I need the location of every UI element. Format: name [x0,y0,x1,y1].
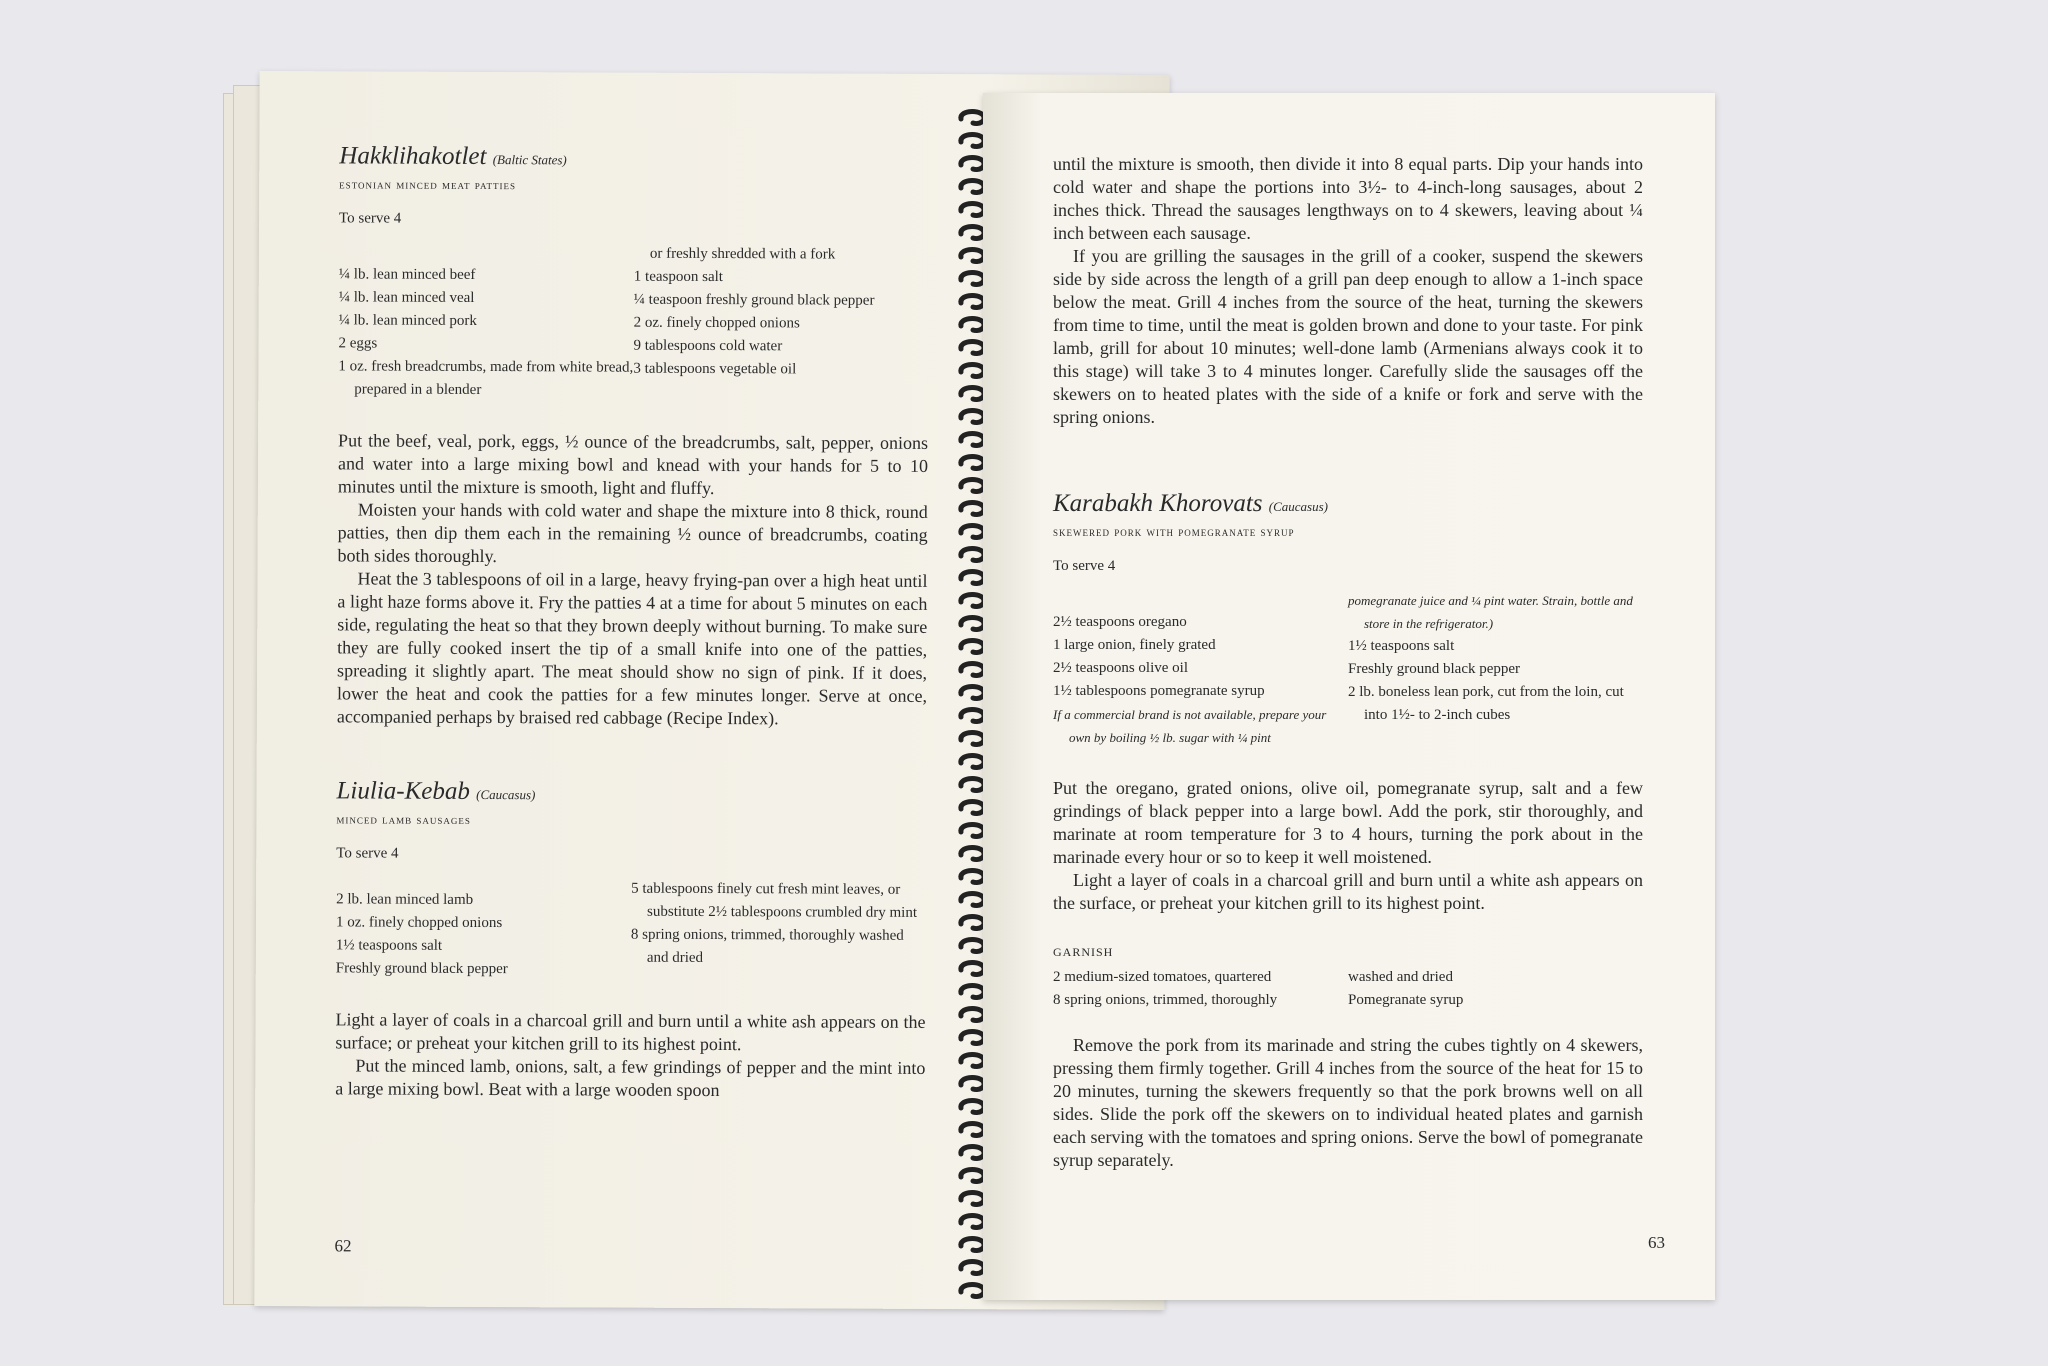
garnish-item: Pomegranate syrup [1348,992,1464,1008]
binding-loop [961,1216,984,1228]
serves-line: To serve 4 [336,845,399,862]
recipe-subtitle: skewered pork with pomegranate syrup [1053,524,1295,539]
ingredient: 2 oz. finely chopped onions [633,314,800,332]
spacer [338,401,928,432]
binding-loop [961,894,984,906]
method-paragraph: until the mixture is smooth, then divide it into 8 equal parts. Dip your hands into cold water and shape the portions into 3½- to 4-inch-long sausages, about 2 inches thick. Thread the sausages lengthways on to 4 skewers, leaving about ¼ inch between each sausage. [1053,154,1643,243]
page-number: 62 [334,1236,352,1256]
binding-loop [961,319,984,331]
garnish-column [1053,966,1348,1012]
spacer [1053,1012,1643,1034]
garnish-column [1348,966,1643,1012]
binding-loop [961,480,984,492]
binding-loop [961,296,984,308]
binding-loop [961,1124,984,1136]
ingredient: 2½ teaspoons olive oil [1053,660,1188,676]
binding-loop [961,227,984,239]
left-page-content [335,141,929,1103]
ingredient: ¼ teaspoon freshly ground black pepper [633,291,875,309]
ingredient: 1½ teaspoons salt [1348,638,1455,654]
binding-loop [961,871,984,883]
binding-loop [961,917,984,929]
binding-loop [961,342,984,354]
ingredients-column [336,876,631,981]
binding-loop [961,963,984,975]
binding-loop [961,1009,984,1021]
ingredient: 1 oz. fresh breadcrumbs, made from white bread, prepared in a blender [338,358,634,398]
binding-loop [961,848,984,860]
spacer [1053,749,1643,777]
spacer [1053,429,1643,489]
binding-loop [961,1170,984,1182]
binding-loop [961,802,984,814]
binding-loop [961,940,984,952]
binding-loop [961,618,984,630]
ingredient: 1 large onion, finely grated [1053,637,1216,653]
method-paragraph: Put the minced lamb, onions, salt, a few grindings of pepper and the mint into a large mixing bowl. Beat with a large wooden spoon [335,1055,926,1101]
binding-loop [961,1101,984,1113]
right-page [983,93,1715,1300]
ingredient: 9 tablespoons cold water [633,337,783,355]
ingredients-list [1053,589,1643,749]
recipe-title [1053,489,1643,522]
method-paragraph: Moisten your hands with cold water and shape the mixture into 8 thick, round patties, then dip them each in the remaining ½ ounce of breadcrumbs, coating both sides thoroughly. [337,499,928,567]
ingredient: ¼ lb. lean minced pork [338,312,477,329]
binding-loop [961,825,984,837]
spacer [336,980,926,1011]
binding-loop [961,273,984,285]
ingredient: Freshly ground black pepper [1348,661,1521,677]
binding-loop [961,526,984,538]
binding-loop [961,549,984,561]
binding-loop [961,503,984,515]
recipe-region: (Caucasus) [1268,499,1328,514]
binding-loop [961,1193,984,1205]
ingredient: 3 tablespoons vegetable oil [633,360,797,378]
spacer [337,728,927,779]
ingredient: 2½ teaspoons oregano [1053,614,1187,630]
binding-loop [961,250,984,262]
ingredients-list [338,241,929,404]
binding-loop [961,664,984,676]
binding-loop [961,457,984,469]
method-paragraph: If you are grilling the sausages in the grill of a cooker, suspend the skewers side by side across the length of a grill pan deep enough to allow a 1-inch space below the meat. Grill 4 inches from the source of the heat, turning the skewers from time to time, until the meat is golden brown and done to your taste. For pink lamb, grill for about 10 minutes; well-done lamb (Armenians always cook it to this stage) will take 3 to 4 minutes longer. Carefully slide the sausages off the skewers on to heated plates with the side of a knife or fork and serve with the spring onions. [1053,246,1643,427]
method-paragraph: Put the oregano, grated onions, olive oil, pomegranate syrup, salt and a few grindings of black pepper into a large bowl. Add the pork, stir thoroughly, and marinate at room temperature for 3 to 4 hours, turning the pork about in the marinade every hour or so to keep it well moistened. [1053,778,1643,867]
ingredient: 1½ tablespoons pomegranate syrup [1053,683,1265,699]
binding-loop [961,112,984,124]
binding-loop [961,388,984,400]
ingredient: 2 lb. lean minced lamb [336,891,474,908]
method-paragraph: Heat the 3 tablespoons of oil in a large, heavy frying-pan over a high heat until a light haze forms above it. Fry the patties 4 at a time for about 5 minutes on each side, regulating the heat so that they brown deeply without burning. To make sure they are fully cooked insert the tip of a small knife into one of the patties, spreading it slightly apart. The meat should show no sign of pink. If it does, lower the heat and cook the patties for a few minutes longer. Serve at once, accompanied perhaps by braised red cabbage (Recipe Index). [336,568,928,729]
ingredient-note: If a commercial brand is not available, prepare your own by boiling ½ lb. sugar with ¼ pint [1053,707,1327,745]
ingredients-column [633,243,929,404]
garnish-item: 8 spring onions, trimmed, thoroughly [1053,992,1278,1008]
binding-loop [961,733,984,745]
garnish-list [1053,966,1643,1012]
page-number: 63 [1648,1233,1665,1252]
ingredients-column [338,241,634,402]
binding-loop [961,1055,984,1067]
ingredient: 1 oz. finely chopped onions [335,914,503,932]
binding-loop [961,595,984,607]
binding-loop [961,411,984,423]
binding-loop [961,181,984,193]
ingredient-note: pomegranate juice and ¼ pint water. Strain, bottle and store in the refrigerator.) [1348,593,1633,631]
binding-loop [961,135,984,147]
binding-loop [961,641,984,653]
recipe-name: Karabakh Khorovats [1053,490,1263,517]
ingredient: 2 eggs [338,335,378,352]
recipe-region: (Baltic States) [492,152,567,168]
garnish-item: washed and dried [1348,969,1453,985]
binding-loop [961,434,984,446]
binding-loop [961,572,984,584]
ingredient: 2 lb. boneless lean pork, cut from the loin, cut into 1½- to 2-inch cubes [1348,684,1624,723]
ingredients-column [631,878,926,983]
ingredient: 1½ teaspoons salt [335,937,443,954]
garnish-heading: GARNISH [1053,945,1114,959]
binding-loop [961,1147,984,1159]
binding-loop [961,1239,984,1251]
binding-loop [961,756,984,768]
binding-loop [961,204,984,216]
binding-loop [961,986,984,998]
method-paragraph: Light a layer of coals in a charcoal grill and burn until a white ash appears on the surface, or preheat your kitchen grill to its highest point. [1053,870,1643,913]
binding-loop [961,158,984,170]
recipe-name: Liulia-Kebab [336,777,470,805]
ingredient: Freshly ground black pepper [335,960,508,978]
method-paragraph: Light a layer of coals in a charcoal grill and burn until a white ash appears on the surface; or preheat your kitchen grill to its highest point. [335,1009,926,1055]
recipe-subtitle: minced lamb sausages [336,811,471,827]
binding-loop [961,1262,984,1274]
right-page-content [1053,153,1643,1172]
binding-loop [961,1078,984,1090]
binding-loop [961,1032,984,1044]
ingredient: or freshly shredded with a fork [649,245,836,263]
binding-loop [961,687,984,699]
ingredient: ¼ lb. lean minced beef [338,266,476,283]
serves-line: To serve 4 [339,210,402,227]
garnish-item: 2 medium-sized tomatoes, quartered [1053,969,1272,985]
ingredient: 8 spring onions, trimmed, thoroughly washed and dried [630,926,904,966]
ingredients-column [1053,589,1348,749]
binding-loop [961,1285,984,1297]
binding-loop [961,365,984,377]
recipe-region: (Caucasus) [476,786,536,803]
method-paragraph: Put the beef, veal, pork, eggs, ½ ounce of the breadcrumbs, salt, pepper, onions and water into a large mixing bowl and knead with your hands for 5 to 10 minutes until the mixture is smooth, light and fluffy. [337,430,929,499]
ingredients-list [336,876,926,983]
ingredients-column [1348,589,1643,749]
recipe-subtitle: estonian minced meat patties [339,176,517,193]
serves-line: To serve 4 [1053,558,1116,574]
method-paragraph: Remove the pork from its marinade and string the cubes tightly on 4 skewers, pressing them firmly together. Grill 4 inches from the source of the heat for 15 to 20 minutes, turning the skewers frequently so that the pork browns well on all sides. Slide the pork off the skewers on to individual heated plates and garnish each serving with the tomatoes and spring onions. Serve the bowl of pomegranate syrup separately. [1053,1035,1643,1170]
recipe-title [339,141,929,177]
ingredient: 1 teaspoon salt [633,268,723,286]
open-cookbook [215,65,1720,1310]
recipe-title [336,776,926,812]
recipe-name: Hakklihakotlet [339,142,487,171]
binding-loop [961,779,984,791]
binding-loop [961,710,984,722]
ingredient: 5 tablespoons finely cut fresh mint leaves, or substitute 2½ tablespoons crumbled dry mint [631,880,918,921]
ingredient: ¼ lb. lean minced veal [338,289,475,306]
